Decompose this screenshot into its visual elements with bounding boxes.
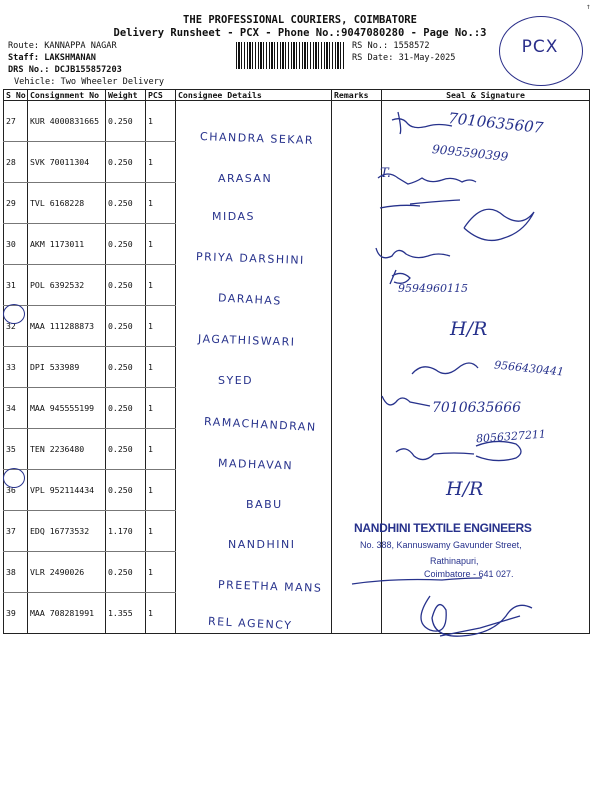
signature-row-30 bbox=[464, 209, 534, 240]
cell-consignment: KUR 4000831665 bbox=[28, 101, 106, 142]
seal-company-name: NANDHINI TEXTILE ENGINEERS bbox=[354, 521, 532, 535]
cell-pcs: 1 bbox=[146, 511, 176, 552]
cell-weight: 0.250 bbox=[106, 224, 146, 265]
handwritten-consignee: CHANDRA SEKAR bbox=[199, 130, 315, 147]
col-remarks: Remarks bbox=[332, 90, 382, 101]
cell-consignment: TEN 2236480 bbox=[28, 429, 106, 470]
signature-row-28 bbox=[378, 174, 476, 184]
pcx-stamp-text: PCX bbox=[521, 37, 559, 57]
col-sno: S No bbox=[4, 90, 28, 101]
cell-sno: 31 bbox=[4, 265, 28, 306]
signature-row-29 bbox=[380, 200, 460, 208]
cell-weight: 0.250 bbox=[106, 552, 146, 593]
signature-initial: T. bbox=[380, 166, 391, 181]
handwritten-phone: 8056327211 bbox=[475, 427, 547, 446]
cell-pcs: 1 bbox=[146, 183, 176, 224]
cell-weight: 0.250 bbox=[106, 388, 146, 429]
signature-row-33 bbox=[412, 363, 478, 374]
cell-consignment: MAA 111288873 bbox=[28, 306, 106, 347]
handwritten-consignee: ARASAN bbox=[218, 172, 273, 185]
cell-weight: 0.250 bbox=[106, 306, 146, 347]
col-consignment: Consignment No bbox=[28, 90, 106, 101]
cell-sno: 39 bbox=[4, 593, 28, 634]
cell-consignment: EDQ 16773532 bbox=[28, 511, 106, 552]
cell-pcs: 1 bbox=[146, 593, 176, 634]
handwritten-remark: H/R bbox=[446, 478, 484, 500]
cell-pcs: 1 bbox=[146, 224, 176, 265]
company-title: THE PROFESSIONAL COURIERS, COIMBATORE bbox=[183, 14, 417, 26]
seal-address-area: Rathinapuri, bbox=[430, 556, 479, 566]
signature-row-35 bbox=[396, 441, 521, 460]
route-label: Route: KANNAPPA NAGAR bbox=[8, 41, 117, 51]
cell-consignment: MAA 708281991 bbox=[28, 593, 106, 634]
vehicle-label: Vehicle: Two Wheeler Delivery bbox=[14, 77, 165, 87]
cell-sno: 30 bbox=[4, 224, 28, 265]
cell-consignment: POL 6392532 bbox=[28, 265, 106, 306]
cell-weight: 0.250 bbox=[106, 101, 146, 142]
handwritten-consignee: MADHAVAN bbox=[217, 456, 294, 473]
col-consignee: Consignee Details bbox=[176, 90, 332, 101]
handwritten-consignee: NANDHINI bbox=[228, 538, 296, 551]
seal-city: Coimbatore - 641 027. bbox=[424, 569, 514, 579]
cell-sno: 28 bbox=[4, 142, 28, 183]
handwritten-phone: 9566430441 bbox=[493, 358, 565, 379]
handwritten-consignee: SYED bbox=[218, 374, 254, 387]
cell-sno: 36 bbox=[4, 470, 28, 511]
signature-row-30b bbox=[376, 248, 450, 258]
cell-weight: 0.250 bbox=[106, 183, 146, 224]
runsheet-title: Delivery Runsheet - PCX - Phone No.:9047080280 - Page No.:3 bbox=[113, 27, 487, 39]
col-seal-signature: Seal & Signature bbox=[382, 90, 590, 101]
col-weight: Weight bbox=[106, 90, 146, 101]
cell-consignment: VLR 2490026 bbox=[28, 552, 106, 593]
cell-weight: 0.250 bbox=[106, 142, 146, 183]
signature-row-39 bbox=[421, 596, 532, 636]
cell-pcs: 1 bbox=[146, 306, 176, 347]
cell-weight: 0.250 bbox=[106, 265, 146, 306]
cell-consignment: VPL 952114434 bbox=[28, 470, 106, 511]
handwritten-consignee: JAGATHISWARI bbox=[197, 332, 296, 349]
handwritten-phone: 7010635607 bbox=[447, 109, 545, 137]
handwritten-consignee: PREETHA MANS bbox=[217, 578, 323, 595]
cell-weight: 0.250 bbox=[106, 470, 146, 511]
handwritten-phone: 7010635666 bbox=[432, 400, 522, 416]
cell-sno: 33 bbox=[4, 347, 28, 388]
signature-row-27 bbox=[392, 112, 452, 134]
handwritten-consignee: REL AGENCY bbox=[207, 614, 293, 633]
cell-consignment: AKM 1173011 bbox=[28, 224, 106, 265]
cell-consignment: SVK 70011304 bbox=[28, 142, 106, 183]
cell-sno: 32 bbox=[4, 306, 28, 347]
cell-pcs: 1 bbox=[146, 388, 176, 429]
handwritten-consignee: DARAHAS bbox=[217, 291, 283, 308]
cell-sno: 35 bbox=[4, 429, 28, 470]
handwritten-consignee: MIDAS bbox=[212, 210, 256, 223]
signature-row-31 bbox=[390, 270, 410, 284]
cell-pcs: 1 bbox=[146, 347, 176, 388]
cell-weight: 0.250 bbox=[106, 347, 146, 388]
seal-address: No. 388, Kannuswamy Gavunder Street, bbox=[360, 540, 522, 550]
cell-sno: 37 bbox=[4, 511, 28, 552]
page-corner-mark: ↑ bbox=[586, 2, 591, 11]
handwritten-consignee: BABU bbox=[246, 498, 283, 511]
cell-weight: 1.170 bbox=[106, 511, 146, 552]
cell-consignment: MAA 945555199 bbox=[28, 388, 106, 429]
cell-sno: 29 bbox=[4, 183, 28, 224]
signature-row-34 bbox=[382, 396, 430, 406]
rs-date: RS Date: 31-May-2025 bbox=[352, 53, 456, 63]
handwritten-phone: 9095590399 bbox=[431, 142, 509, 164]
cell-sno: 27 bbox=[4, 101, 28, 142]
cell-sno: 34 bbox=[4, 388, 28, 429]
cell-pcs: 1 bbox=[146, 429, 176, 470]
cell-consignment: DPI 533989 bbox=[28, 347, 106, 388]
handwritten-phone: 9594960115 bbox=[398, 282, 468, 295]
cell-pcs: 1 bbox=[146, 470, 176, 511]
drs-number: DRS No.: DCJB155857203 bbox=[8, 65, 122, 75]
handwritten-consignee: PRIYA DARSHINI bbox=[195, 250, 306, 267]
cell-weight: 0.250 bbox=[106, 429, 146, 470]
cell-weight: 1.355 bbox=[106, 593, 146, 634]
staff-label: Staff: LAKSHMANAN bbox=[8, 53, 96, 63]
cell-pcs: 1 bbox=[146, 101, 176, 142]
cell-pcs: 1 bbox=[146, 142, 176, 183]
handwritten-consignee: RAMACHANDRAN bbox=[203, 415, 317, 434]
cell-sno: 38 bbox=[4, 552, 28, 593]
rs-number: RS No.: 1558572 bbox=[352, 41, 430, 51]
handwritten-remark: H/R bbox=[450, 318, 488, 340]
cell-consignment: TVL 6168228 bbox=[28, 183, 106, 224]
cell-pcs: 1 bbox=[146, 265, 176, 306]
cell-pcs: 1 bbox=[146, 552, 176, 593]
col-pcs: PCS bbox=[146, 90, 176, 101]
